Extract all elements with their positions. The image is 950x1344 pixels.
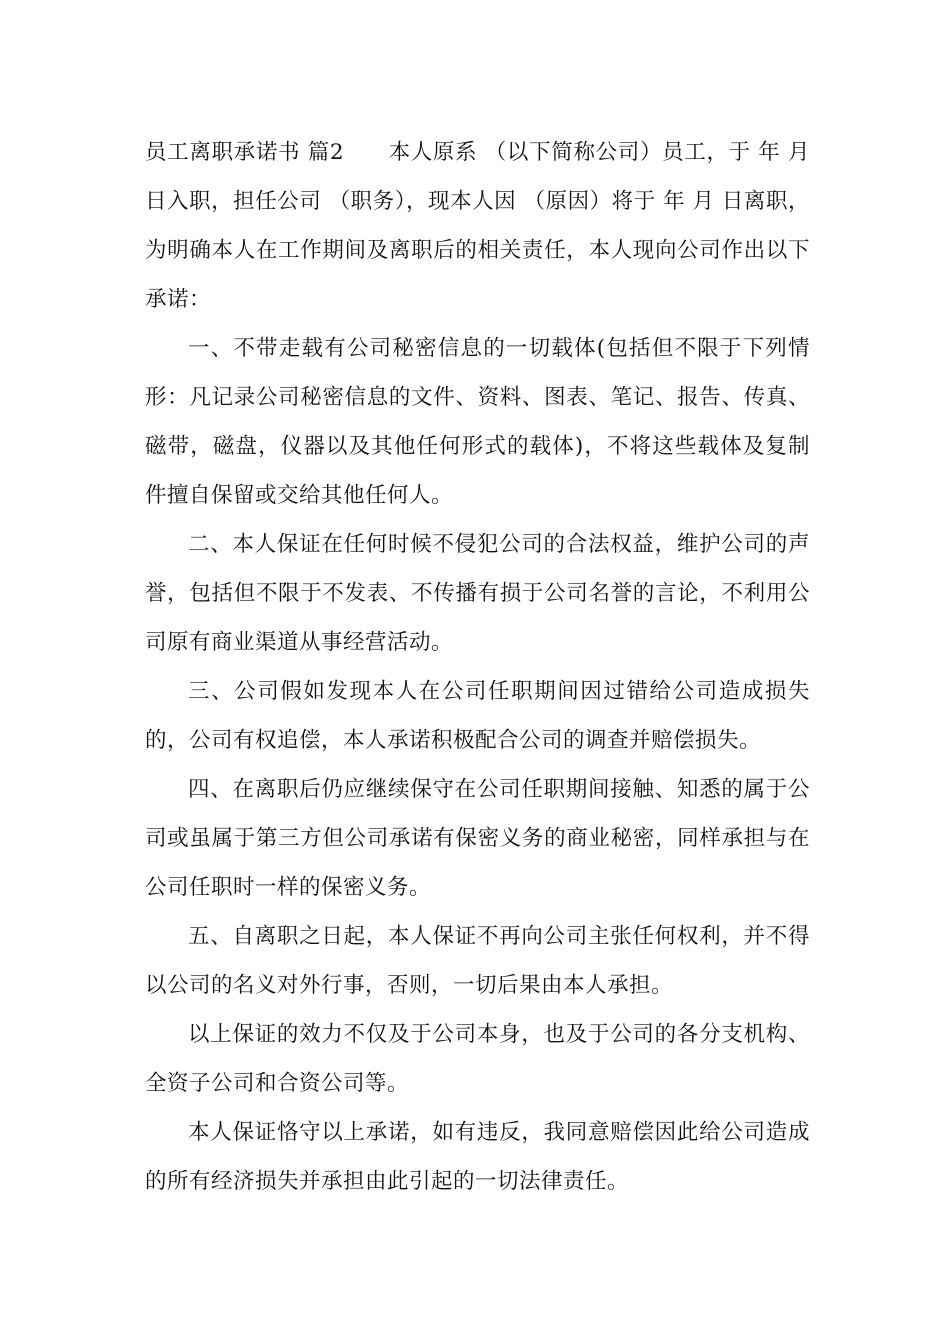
clause-paragraph-1: 一、不带走载有公司秘密信息的一切载体(包括但不限于下列情形：凡记录公司秘密信息的文件、资料、图表、笔记、报告、传真、磁带，磁盘，仪器以及其他任何形式的载体)，不将这些载体及复制件擅自保留或交给其他任何人。 (145, 336, 810, 508)
clause-paragraph-3: 三、公司假如发现本人在公司任职期间因过错给公司造成损失的，公司有权追偿，本人承诺积极配合公司的调查并赔偿损失。 (145, 679, 810, 753)
clause-paragraph-4: 四、在离职后仍应继续保守在公司任职期间接触、知悉的属于公司或虽属于第三方但公司承诺有保密义务的商业秘密，同样承担与在公司任职时一样的保密义务。 (145, 777, 810, 900)
closing-paragraph: 本人保证恪守以上承诺，如有违反，我同意赔偿因此给公司造成的所有经济损失并承担由此引起的一切法律责任。 (145, 1120, 810, 1194)
clause-paragraph-2: 二、本人保证在任何时候不侵犯公司的合法权益，维护公司的声誉，包括但不限于不发表、不传播有损于公司名誉的言论，不利用公司原有商业渠道从事经营活动。 (145, 532, 810, 655)
intro-paragraph: 员工离职承诺书 篇2 本人原系 （以下简称公司）员工，于 年 月 日入职，担任公司 （职务），现本人因 （原因）将于 年 月 日离职，为明确本人在工作期间及离职后的相关责任，本人现向公司作出以下承诺： (145, 140, 810, 312)
scope-paragraph: 以上保证的效力不仅及于公司本身，也及于公司的各分支机构、全资子公司和合资公司等。 (145, 1022, 810, 1096)
document-body (145, 128, 810, 1206)
clause-paragraph-5: 五、自离职之日起，本人保证不再向公司主张任何权利，并不得以公司的名义对外行事，否则，一切后果由本人承担。 (145, 924, 810, 998)
